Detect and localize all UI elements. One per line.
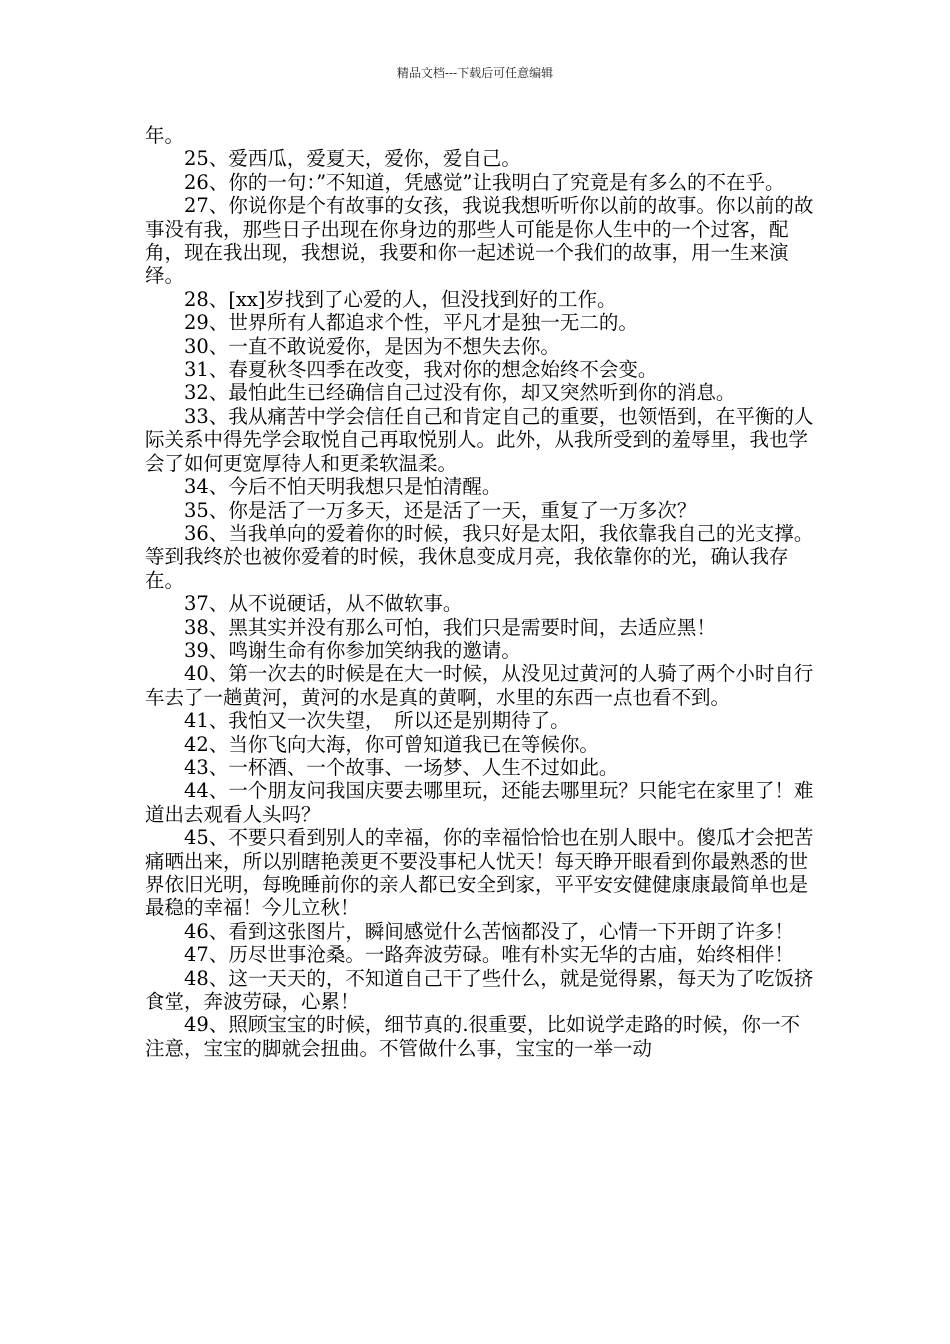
paragraph: 39、鸣谢生命有你参加笑纳我的邀请。 <box>184 638 521 662</box>
paragraph: 年。 <box>145 124 185 147</box>
paragraph: 32、最怕此生已经确信自己过没有你，却又突然听到你的消息。 <box>184 381 736 405</box>
paragraph: 36、当我单向的爱着你的时候，我只好是太阳，我依靠我自己的光支撑。等到我终於也被你爱着的时候，我休息变成月亮，我依靠你的光，确认我存在。 <box>145 521 814 592</box>
paragraph: 45、不要只看到别人的幸福，你的幸福恰恰也在别人眼中。傻瓜才会把苦痛晒出来，所以别瞎艳羡更不要没事杞人忧天！每天睁开眼看到你最熟悉的世界依旧光明，每晚睡前你的亲人都已安全到家，平平安安健健康康最简单也是最稳的幸福！今儿立秋！ <box>145 826 814 920</box>
paragraph: 43、一杯酒、一个故事、一场梦、人生不过如此。 <box>184 755 619 779</box>
paragraph: 35、你是活了一万多天，还是活了一天，重复了一万多次？ <box>184 498 697 522</box>
paragraph: 49、照顾宝宝的时候，细节真的.很重要，比如说学走路的时候，你一不注意，宝宝的脚就会扭曲。不管做什么事，宝宝的一举一动 <box>145 1013 801 1060</box>
paragraph: 38、黑其实并没有那么可怕，我们只是需要时间，去适应黑！ <box>184 615 716 639</box>
paragraph: 37、从不说硬话，从不做软事。 <box>184 592 463 616</box>
paragraph: 33、我从痛苦中学会信任自己和肯定自己的重要，也领悟到，在平衡的人际关系中得先学会取悦自己再取悦别人。此外，从我所受到的羞辱里，我也学会了如何更宽厚待人和更柔软温柔。 <box>145 404 814 475</box>
paragraph: 44、一个朋友问我国庆要去哪里玩，还能去哪里玩？只能宅在家里了！难道出去观看人头吗？ <box>145 779 814 826</box>
paragraph: 31、春夏秋冬四季在改变，我对你的想念始终不会变。 <box>184 358 658 382</box>
paragraph: 29、世界所有人都追求个性，平凡才是独一无二的。 <box>184 311 638 335</box>
page-header: 精品文档---下载后可任意编辑 <box>396 66 554 80</box>
paragraph: 40、第一次去的时候是在大一时候，从没见过黄河的人骑了两个小时自行车去了一趟黄河，黄河的水是真的黄啊，水里的东西一点也看不到。 <box>145 662 814 709</box>
document-body <box>145 124 815 1060</box>
paragraph: 42、当你飞向大海，你可曾知道我已在等候你。 <box>184 732 599 756</box>
paragraph: 48、这一天天的，不知道自己干了些什么，就是觉得累，每天为了吃饭挤食堂，奔波劳碌，心累！ <box>145 966 814 1014</box>
paragraph: 28、[xx]岁找到了心爱的人，但没找到好的工作。 <box>184 287 617 311</box>
paragraph: 25、爱西瓜，爱夏天，爱你，爱自己。 <box>184 147 521 171</box>
paragraph: 30、一直不敢说爱你，是因为不想失去你。 <box>184 334 560 358</box>
paragraph: 41、我怕又一次失望， 所以还是别期待了。 <box>184 709 570 733</box>
paragraph: 27、你说你是个有故事的女孩，我说我想听听你以前的故事。你以前的故事没有我，那些日子出现在你身边的那些人可能是你人生中的一个过客，配角，现在我出现，我想说，我要和你一起述说一个我们的故事，用一生来演绎。 <box>145 194 814 288</box>
paragraph: 34、今后不怕天明我想只是怕清醒。 <box>184 475 502 499</box>
paragraph: 26、你的一句：”不知道，凭感觉”让我明白了究竟是有多么的不在乎。 <box>184 170 785 194</box>
paragraph: 47、历尽世事沧桑。一路奔波劳碌。唯有朴实无华的古庙，始终相伴！ <box>184 943 794 967</box>
paragraph: 46、看到这张图片，瞬间感觉什么苦恼都没了，心情一下开朗了许多！ <box>184 919 794 943</box>
